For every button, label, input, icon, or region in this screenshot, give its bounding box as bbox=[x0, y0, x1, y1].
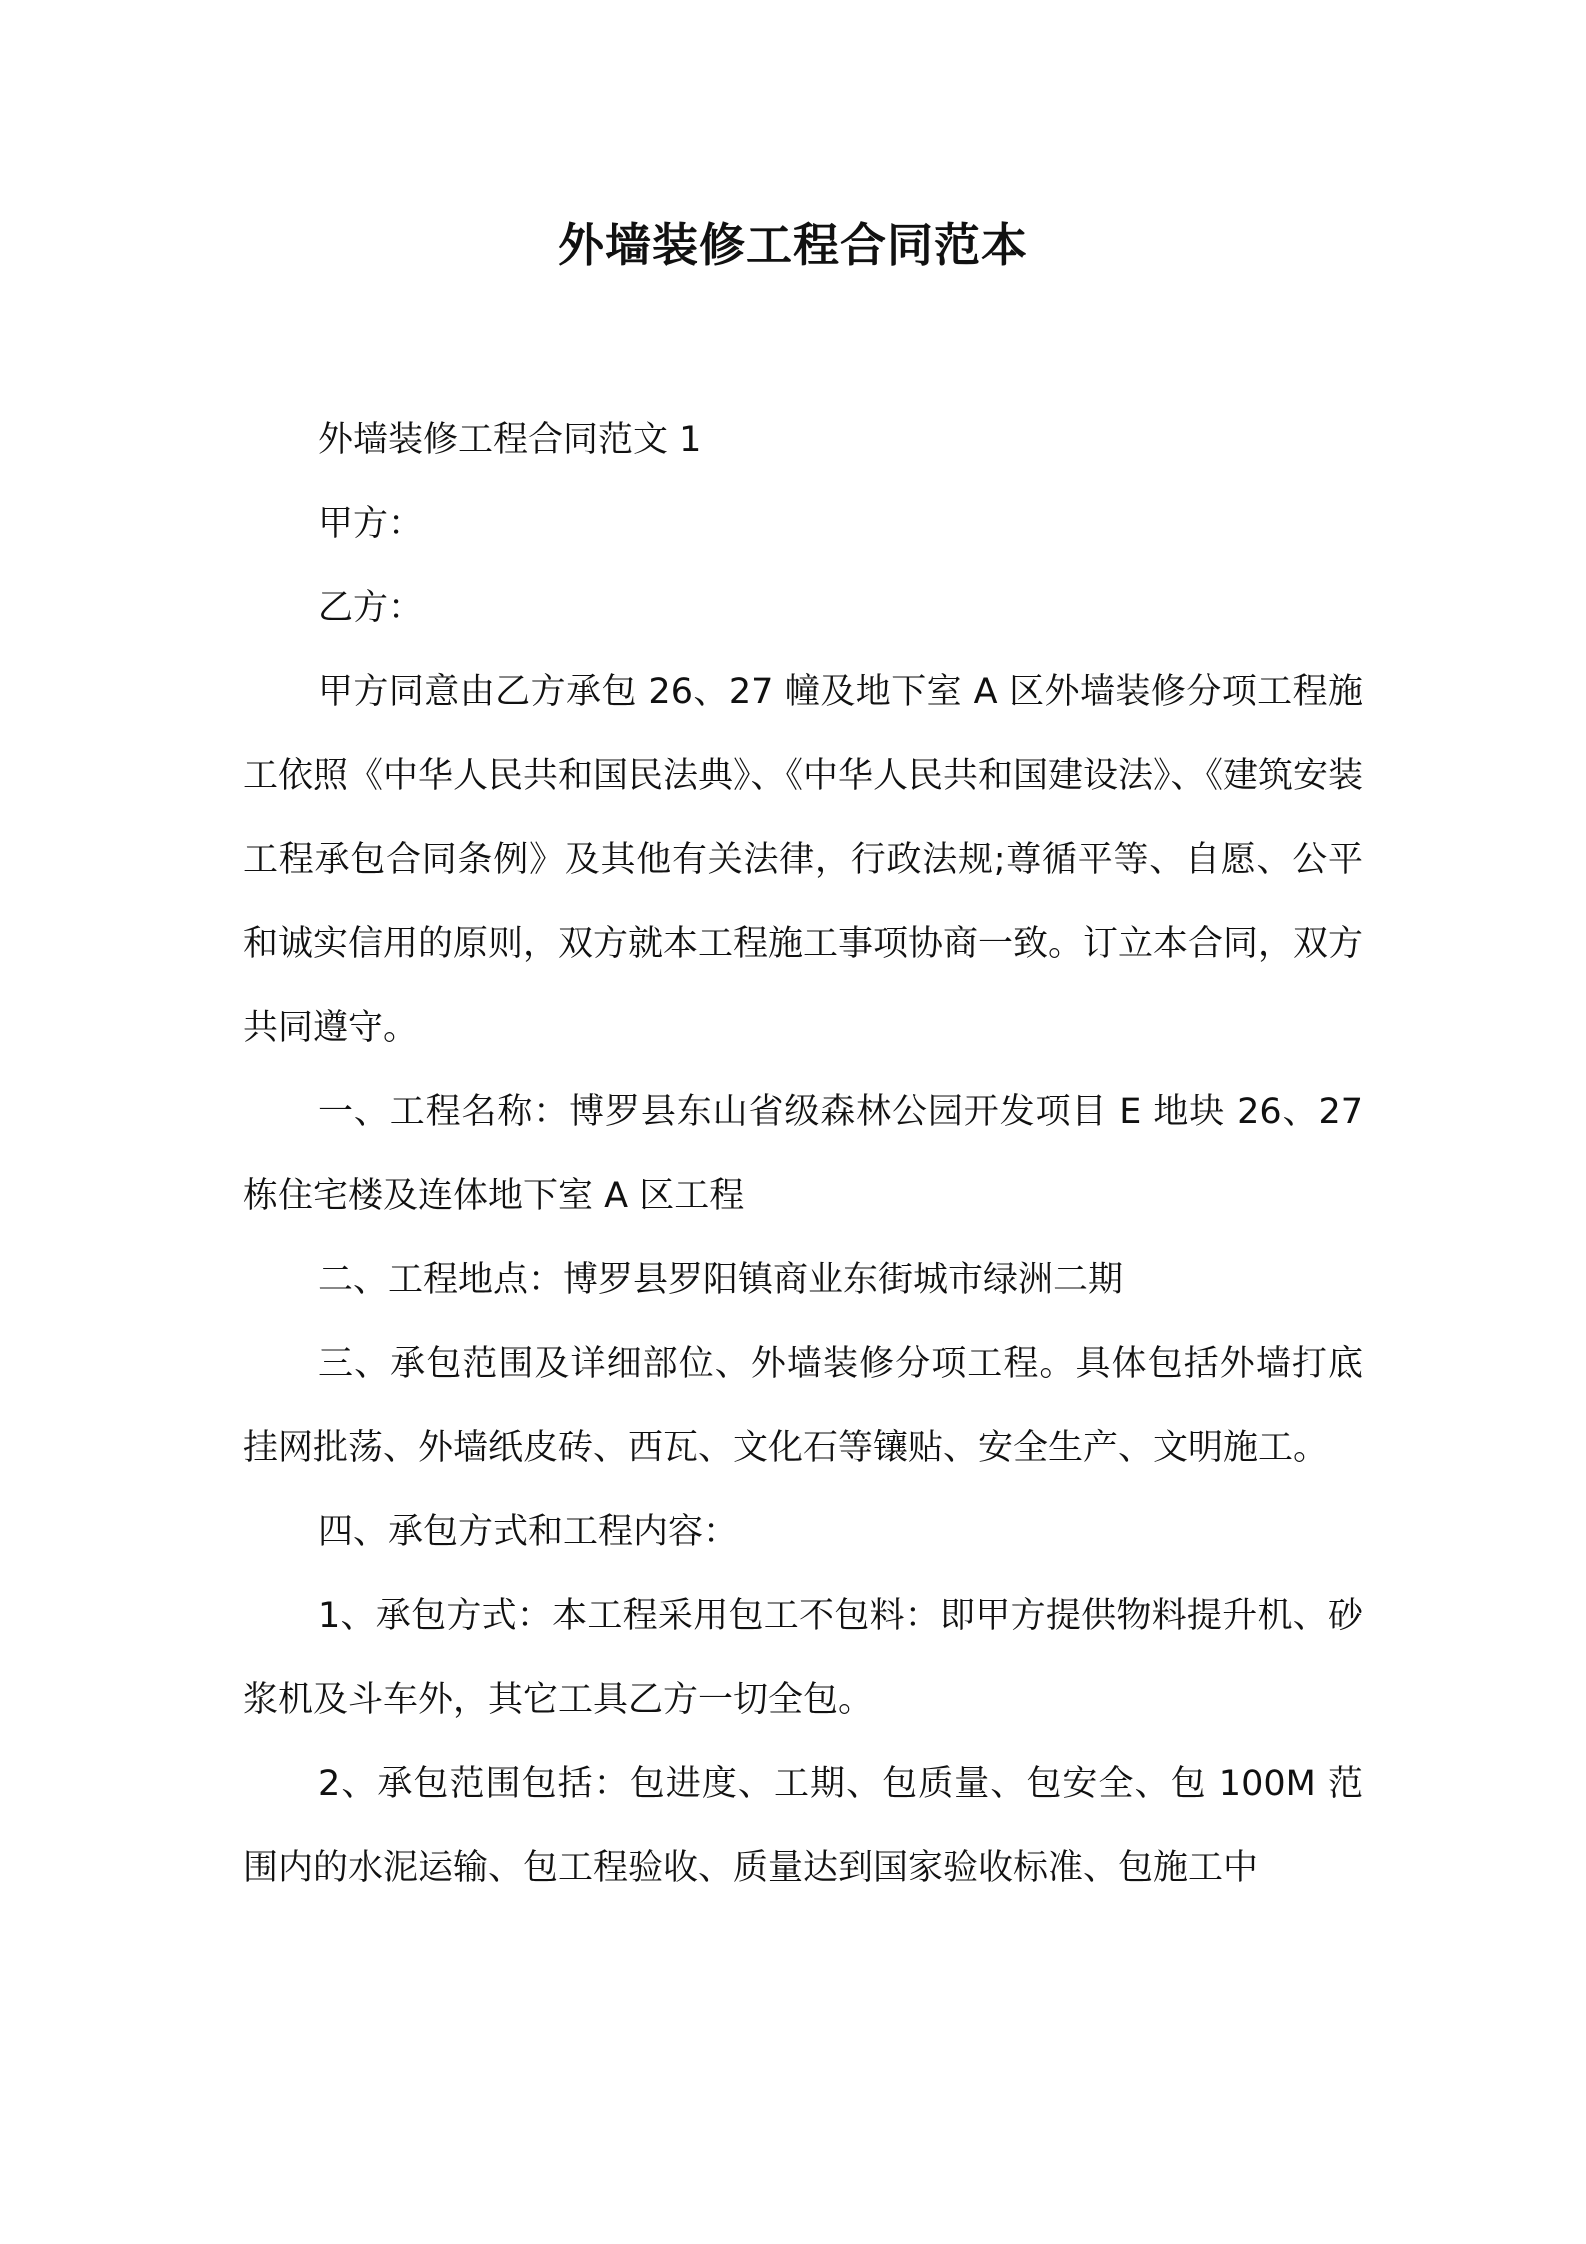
paragraph-scope: 三、承包范围及详细部位、外墙装修分项工程。具体包括外墙打底挂网批荡、外墙纸皮砖、西瓦、文化石等镶贴、安全生产、文明施工。 bbox=[243, 1344, 1363, 1468]
paragraph-agreement: 甲方同意由乙方承包 26、27 幢及地下室 A 区外墙装修分项工程施工依照《中华人民共和国民法典》、《中华人民共和国建设法》、《建筑安装工程承包合同条例》及其他有关法律，行政法规;尊循平等、自愿、公平和诚实信用的原则，双方就本工程施工事项协商一致。订立本合同，双方共同遵守。 bbox=[243, 672, 1364, 1048]
paragraph-project-name: 一、工程名称：博罗县东山省级森林公园开发项目 E 地块 26、27 栋住宅楼及连体地下室 A 区工程 bbox=[243, 1092, 1363, 1216]
document-title: 外墙装修工程合同范本 bbox=[558, 218, 1028, 272]
paragraph-party-a: 甲方： bbox=[318, 504, 424, 544]
paragraph-method-heading: 四、承包方式和工程内容： bbox=[318, 1512, 739, 1552]
paragraph-project-location: 二、工程地点：博罗县罗阳镇商业东街城市绿洲二期 bbox=[318, 1260, 1124, 1300]
paragraph-method-1: 1、承包方式：本工程采用包工不包料：即甲方提供物料提升机、砂浆机及斗车外，其它工具乙方一切全包。 bbox=[243, 1596, 1363, 1720]
paragraph-heading: 外墙装修工程合同范文 1 bbox=[318, 420, 702, 460]
paragraph-method-2: 2、承包范围包括：包进度、工期、包质量、包安全、包 100M 范围内的水泥运输、包工程验收、质量达到国家验收标准、包施工中 bbox=[243, 1764, 1363, 1888]
paragraph-party-b: 乙方： bbox=[318, 588, 424, 628]
document-body bbox=[243, 398, 1363, 1910]
